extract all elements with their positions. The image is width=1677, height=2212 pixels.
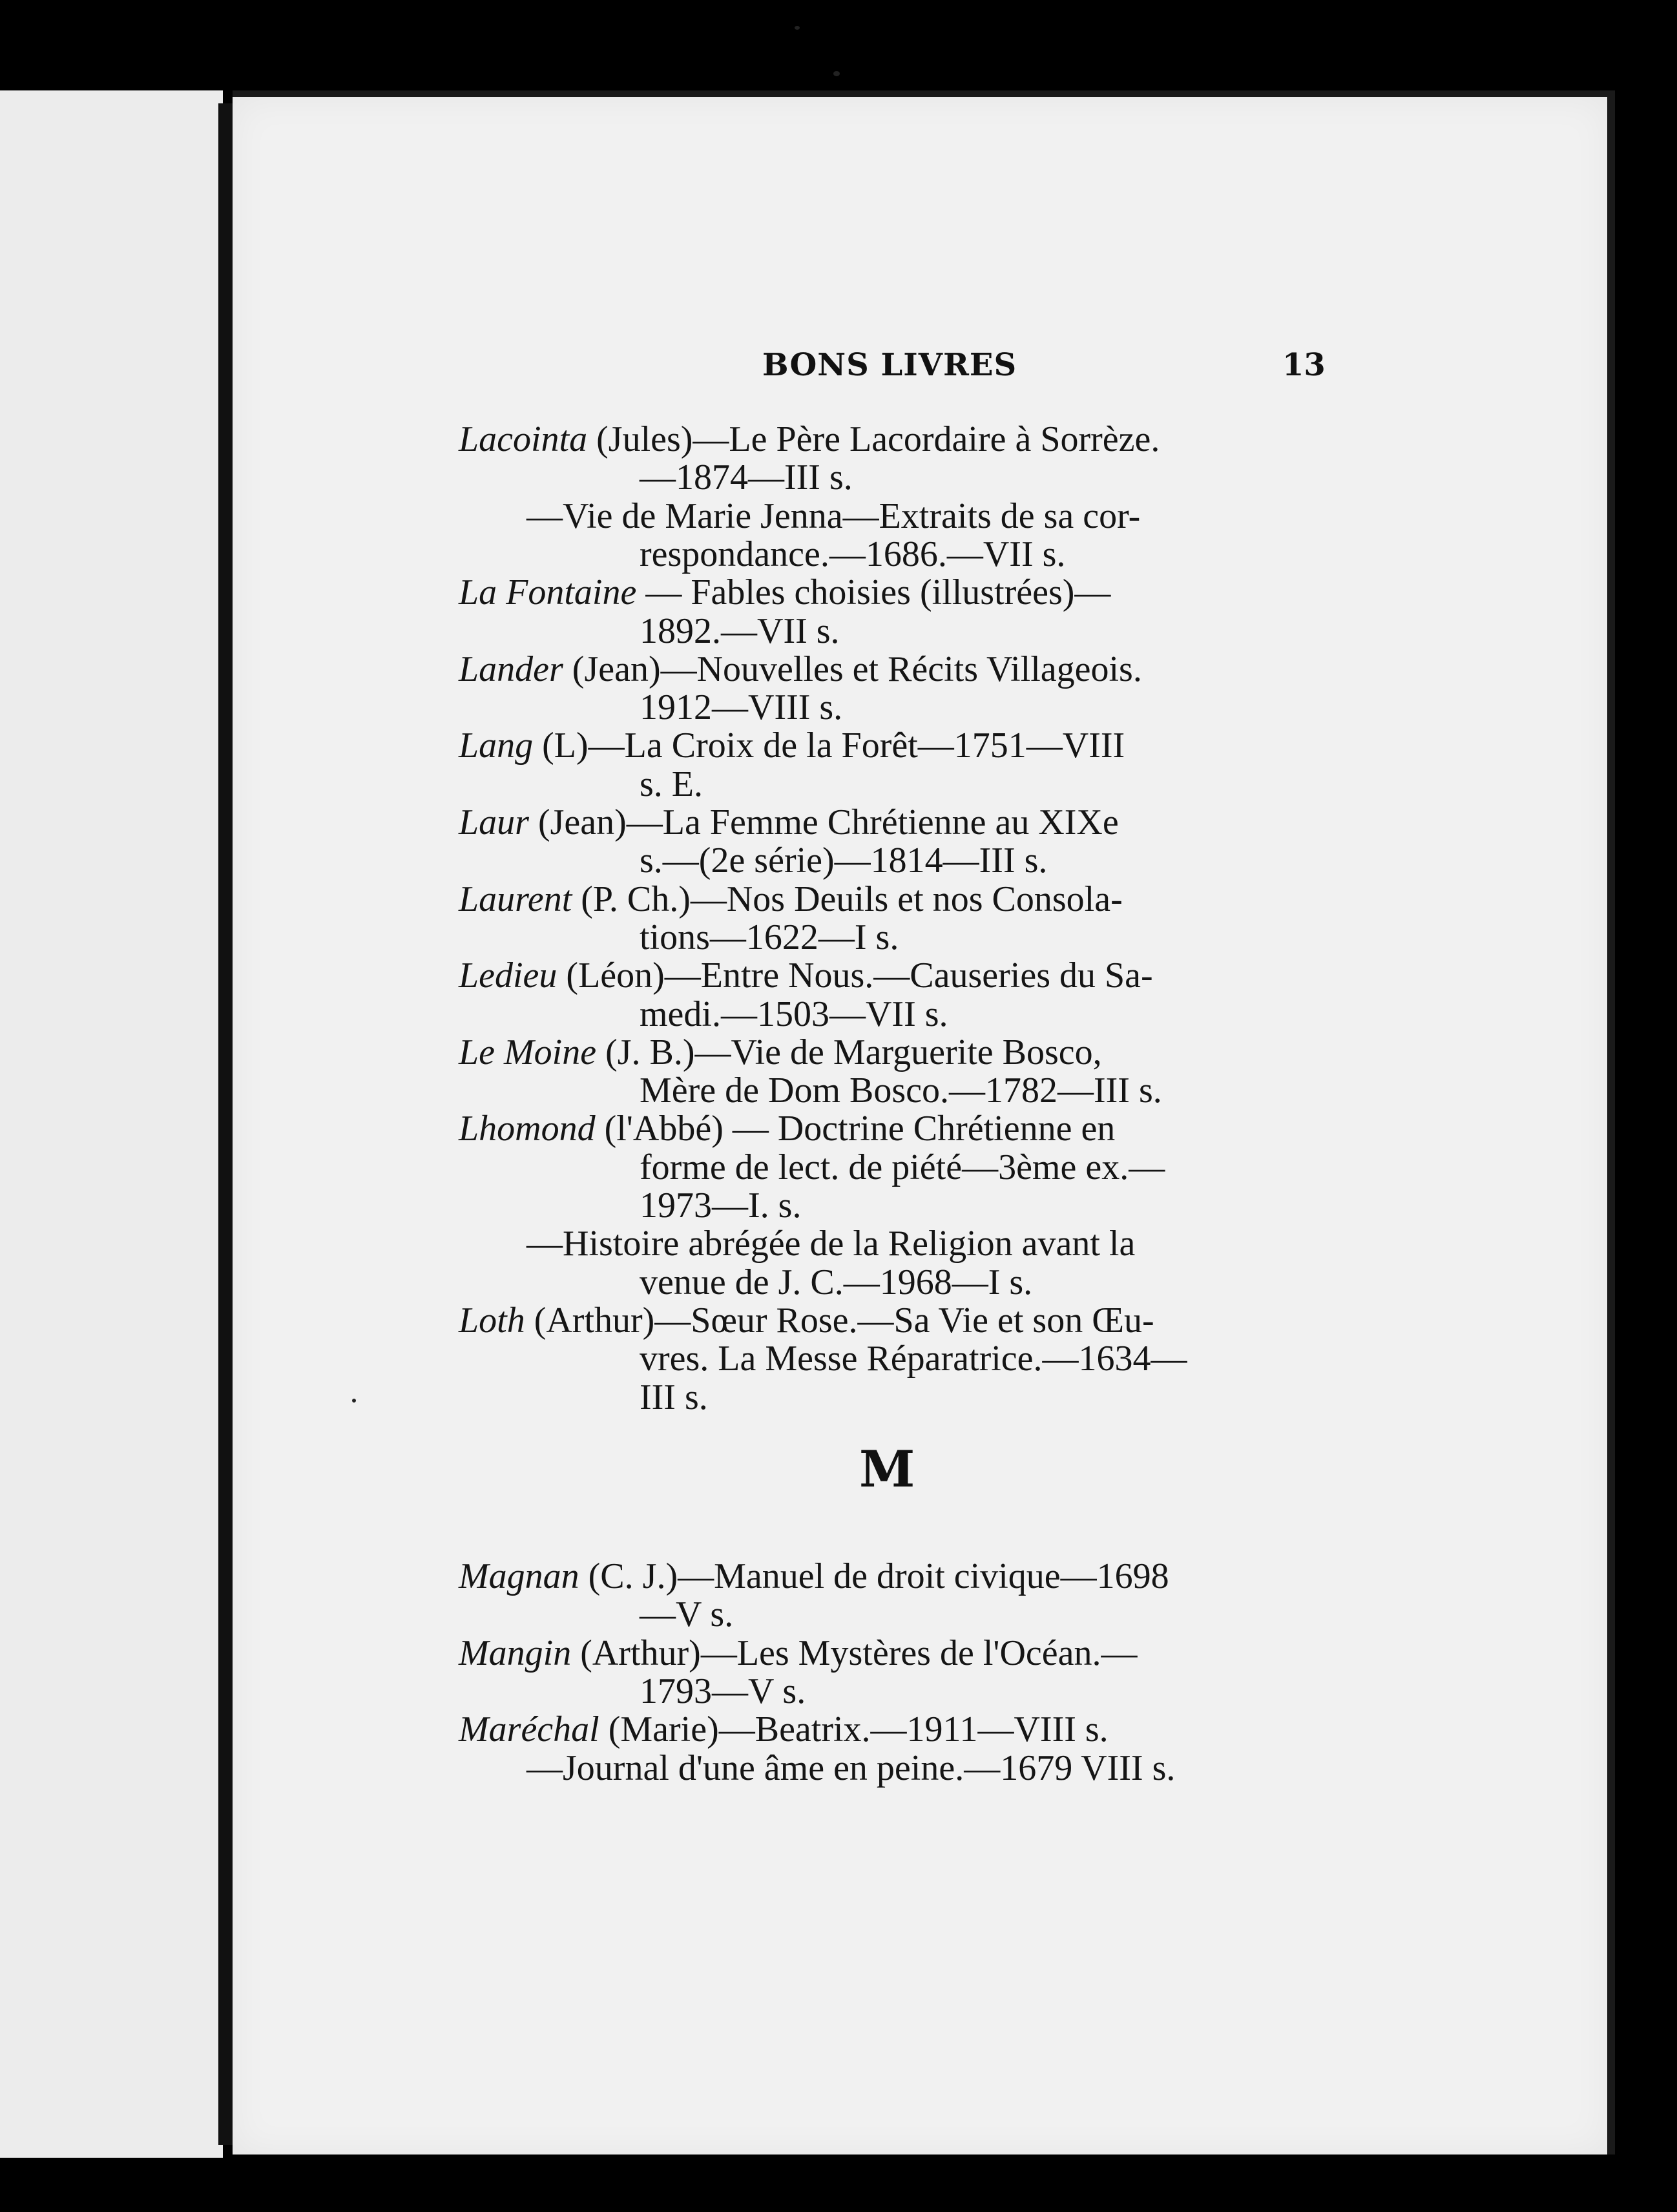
entry-continuation-line: —V s. [640, 1594, 734, 1635]
entry-first-line [0, 1710, 1677, 1749]
entry-continuation-line: forme de lect. de piété—3ème ex.— [640, 1147, 1165, 1187]
entry-author: Lacointa [459, 419, 588, 459]
entry-continuation-line: —1874—III s. [640, 457, 853, 498]
entry-continuation-line: respondance.—1686.—VII s. [640, 534, 1066, 574]
entry-continuation-line: 1793—V s. [640, 1671, 806, 1711]
entry-first-line [0, 956, 1677, 995]
entry-author: Le Moine [459, 1032, 597, 1072]
entry-text: (Léon)—Entre Nous.—Causeries du Sa- [557, 955, 1153, 996]
entry-continuation-line: 1892.—VII s. [640, 610, 840, 651]
entry-text: (P. Ch.)—Nos Deuils et nos Consola- [572, 879, 1123, 919]
entry-continuation-line: s. E. [640, 764, 703, 804]
entry-continuation-line: 1912—VIII s. [640, 687, 843, 728]
entry-continuation-line: tions—1622—I s. [640, 917, 899, 957]
entry-text: (l'Abbé) — Doctrine Chrétienne en [595, 1109, 1116, 1149]
entry-author: Lhomond [459, 1109, 596, 1149]
entry-first-line [0, 650, 1677, 689]
entry-continuation-line: medi.—1503—VII s. [640, 994, 948, 1034]
entry-continuation-line: Mère de Dom Bosco.—1782—III s. [640, 1070, 1162, 1111]
entry-author: Lander [459, 649, 563, 689]
section-letter-heading: M [859, 1440, 915, 1499]
page-number: 13 [1282, 347, 1326, 383]
entry-author: Lang [459, 725, 534, 766]
entry-text: (L)—La Croix de la Forêt—1751—VIII [533, 725, 1125, 766]
entry-author: Magnan [459, 1556, 579, 1596]
entry-first-line [0, 1634, 1677, 1673]
entry-first-line [0, 1109, 1677, 1148]
entry-first-line [0, 803, 1677, 842]
entry-first-line [0, 1749, 1677, 1788]
entry-author: Loth [459, 1300, 525, 1341]
entry-first-line [0, 573, 1677, 612]
entry-author: Laur [459, 802, 529, 842]
entry-first-line [0, 420, 1677, 459]
entry-author: Ledieu [459, 955, 557, 996]
running-title: BONS LIVRES [762, 347, 1017, 383]
entry-text: (Marie)—Beatrix.—1911—VIII s. [599, 1709, 1109, 1750]
entry-first-line [0, 726, 1677, 765]
entry-text: (Jean)—Nouvelles et Récits Villageois. [563, 649, 1142, 689]
entry-first-line [0, 1301, 1677, 1340]
entry-text: —Journal d'une âme en peine.—1679 VIII s. [526, 1748, 1176, 1788]
scan-speck [795, 26, 800, 30]
entry-first-line [0, 1557, 1677, 1596]
entry-first-line [0, 880, 1677, 919]
entry-continuation-line: vres. La Messe Réparatrice.—1634— [640, 1339, 1187, 1379]
entry-text: (Arthur)—Les Mystères de l'Océan.— [571, 1633, 1138, 1673]
entry-continuation-line: 1973—I. s. [640, 1185, 802, 1226]
scan-speck [833, 71, 840, 76]
entry-author: La Fontaine [459, 572, 637, 613]
entry-first-line [0, 497, 1677, 536]
entry-text: (Jean)—La Femme Chrétienne au XIXe [528, 802, 1119, 842]
entry-author: Mangin [459, 1633, 572, 1673]
entry-continuation-line: venue de J. C.—1968—I s. [640, 1262, 1033, 1302]
entry-text: —Vie de Marie Jenna—Extraits de sa cor- [526, 496, 1141, 536]
entry-text: — Fables choisies (illustrées)— [636, 572, 1111, 613]
entry-text: —Histoire abrégée de la Religion avant la [526, 1224, 1136, 1264]
scan-speck [352, 1399, 356, 1403]
entry-continuation-line: s.—(2e série)—1814—III s. [640, 840, 1048, 881]
entry-continuation-line: III s. [640, 1377, 708, 1417]
entry-text: (J. B.)—Vie de Marguerite Bosco, [596, 1032, 1102, 1072]
entry-author: Maréchal [459, 1709, 599, 1750]
entry-first-line [0, 1224, 1677, 1263]
entry-first-line [0, 1033, 1677, 1072]
entry-text: (Jules)—Le Père Lacordaire à Sorrèze. [587, 419, 1160, 459]
entry-text: (C. J.)—Manuel de droit civique—1698 [579, 1556, 1169, 1596]
entry-text: (Arthur)—Sœur Rose.—Sa Vie et son Œu- [525, 1300, 1154, 1341]
entry-author: Laurent [459, 879, 572, 919]
